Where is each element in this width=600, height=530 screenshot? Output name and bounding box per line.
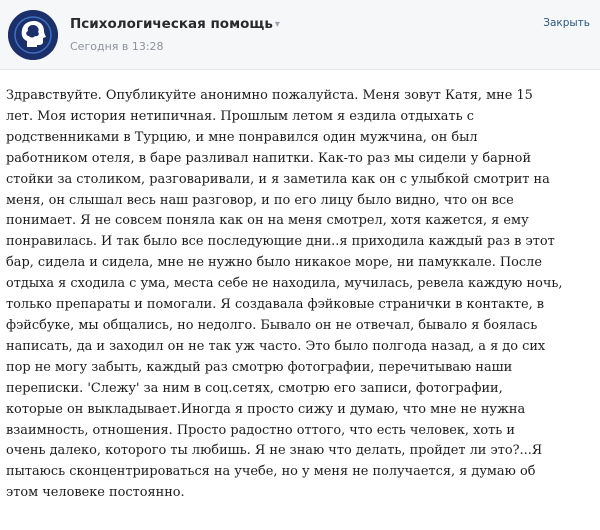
post-line: понимает. Я не совсем поняла как он на меня смотрел, хотя кажется, я ему: [6, 213, 529, 229]
post-line: отдыха я сходила с ума, места себе не находила, мучилась, ревела каждую ночь,: [6, 276, 563, 292]
post-header: [0, 0, 600, 70]
post-line: очень далеко, которого ты любишь. Я не знаю что делать, пройдет ли это?...Я: [6, 443, 543, 459]
post-line: работником отеля, в баре разливал напитки. Как-то раз мы сидели у барной: [6, 150, 532, 166]
post-line: переписки. 'Слежу' за ним в соц.сетях, смотрю его записи, фотографии,: [6, 380, 503, 396]
close-button[interactable]: Закрыть: [543, 17, 590, 29]
post-text: [6, 86, 592, 504]
chevron-down-icon[interactable]: ▾: [274, 19, 280, 30]
post-line: понравилась. И так было все последующие дни..я приходила каждый раз в этот: [6, 234, 555, 250]
post-line: лет. Моя история нетипичная. Прошлым летом я ездила отдыхать с: [6, 108, 474, 124]
post-line: взаимность, отношения. Просто радостно оттого, что есть человек, хоть и: [6, 422, 515, 438]
post-line: пор не могу забыть, каждый раз смотрю фотографии, перечитываю наши: [6, 359, 513, 375]
post-line: которые он выкладывает.Иногда я просто сижу и думаю, что мне не нужна: [6, 401, 526, 417]
post-line: только препараты и помогали. Я создавала фэйковые странички в контакте, в: [6, 297, 545, 313]
post-timestamp[interactable]: Сегодня в 13:28: [70, 40, 164, 53]
group-name[interactable]: Психологическая помощь ▾: [70, 16, 280, 32]
post-line: написать, да и заходил он не так уж часто. Это было полгода назад, а я до сих: [6, 338, 546, 354]
post-line: Здравствуйте. Опубликуйте анонимно пожалуйста. Меня зовут Катя, мне 15: [6, 88, 533, 103]
head-silhouette-icon: [8, 10, 58, 60]
post-line: пытаюсь сконцентрироваться на учебе, но у меня не получается, я думаю об: [6, 464, 536, 480]
post-line: этом человеке постоянно.: [6, 485, 185, 501]
post-line: меня, он слышал весь наш разговор, и по его лицу было видно, что он все: [6, 192, 514, 208]
post-line: фэйсбуке, мы общались, но недолго. Бывало он не отвечал, бывало я боялась: [6, 317, 538, 333]
post-line: родственниками в Турцию, и мне понравился один мужчина, он был: [6, 129, 478, 145]
post-line: стойки за столиком, разговаривали, и я заметила как он с улыбкой смотрит на: [6, 171, 550, 187]
group-avatar[interactable]: [8, 10, 58, 60]
post-line: бар, сидела и сидела, мне не нужно было никакое море, ни памуккале. После: [6, 255, 542, 271]
